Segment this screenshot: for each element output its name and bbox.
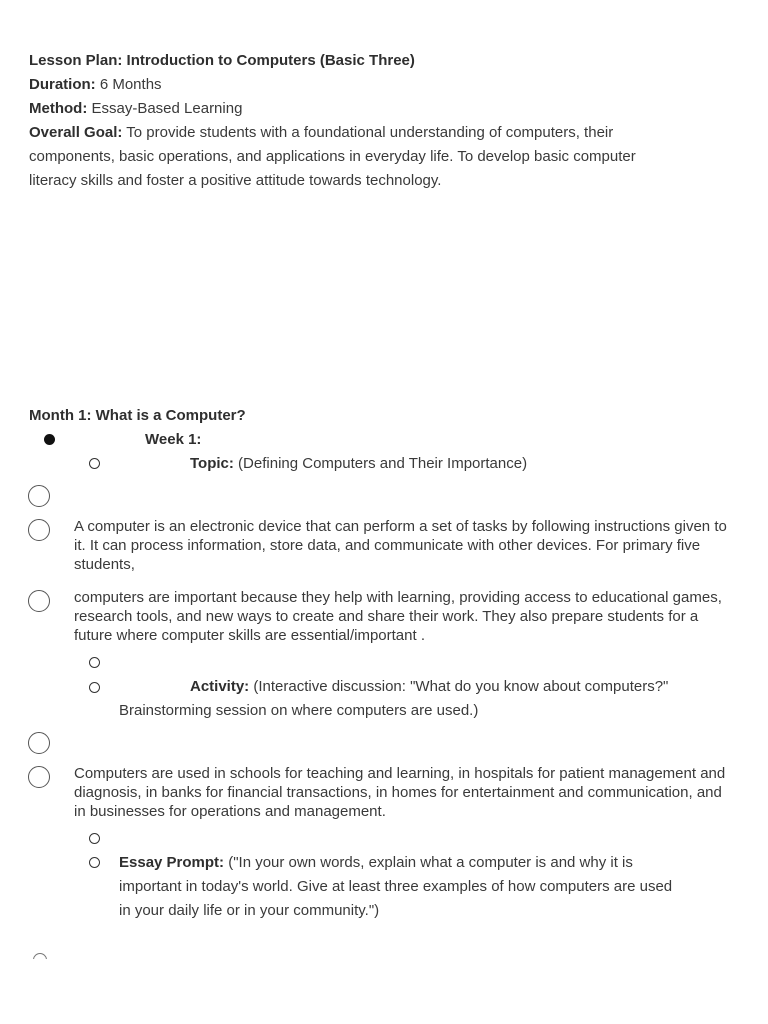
duration-line [29,74,162,96]
topic-label: Topic: [190,455,234,472]
activity-line-2: Brainstorming session on where computers are used.) [119,702,479,719]
essay-prompt [119,851,759,923]
hollow-bullet-icon [89,833,100,844]
goal-line-2: components, basic operations, and applications in everyday life. To develop basic computer [29,148,636,165]
essay-line-2: important in today's world. Give at least three examples of how computers are used [119,878,673,895]
filled-bullet-icon [44,434,55,445]
hollow-bullet-icon [89,857,100,868]
method-line [29,98,242,120]
topic-line [190,453,527,475]
empty-circle-icon [28,590,50,612]
empty-circle-icon [28,732,50,754]
essay-line-1: ("In your own words, explain what a computer is and why it is [224,854,633,871]
activity-label: Activity: [190,678,250,695]
month-1-heading: Month 1: What is a Computer? [29,407,246,424]
uses-paragraph: Computers are used in schools for teaching and learning, in hospitals for patient management and diagnosis, in banks for financial transactions, in homes for entertainment and communication, and in businesses for operations and management. [74,765,726,820]
importance-paragraph: computers are important because they help with learning, providing access to educational games, research tools, and new ways to create and share their work. They also prepare students for a future where computer skills are essential/important . [74,589,722,644]
duration-label: Duration: [29,76,96,93]
partial-circle-icon [33,953,47,959]
essay-line-3: in your daily life or in your community.") [119,902,380,919]
goal-label: Overall Goal: [29,124,123,141]
goal-line-3: literacy skills and foster a positive attitude towards technology. [29,172,442,189]
activity-line [190,676,668,698]
method-label: Method: [29,100,88,117]
duration-value: 6 Months [95,76,162,93]
goal-line-1: To provide students with a foundational understanding of computers, their [122,124,614,141]
essay-label: Essay Prompt: [119,854,225,871]
method-value: Essay-Based Learning [87,100,243,117]
activity-line-1: (Interactive discussion: "What do you know about computers?" [249,678,669,695]
week-1-label: Week 1: [145,431,202,448]
empty-circle-icon [28,519,50,541]
hollow-bullet-icon [89,657,100,668]
overall-goal [29,121,749,193]
empty-circle-icon [28,766,50,788]
definition-paragraph: A computer is an electronic device that can perform a set of tasks by following instructions given to it. It can process information, store data, and communicate with other devices. For primary five students, [74,518,727,573]
topic-value: (Defining Computers and Their Importance) [233,455,528,472]
lesson-title: Lesson Plan: Introduction to Computers (Basic Three) [29,52,415,69]
hollow-bullet-icon [89,682,100,693]
hollow-bullet-icon [89,458,100,469]
empty-circle-icon [28,485,50,507]
